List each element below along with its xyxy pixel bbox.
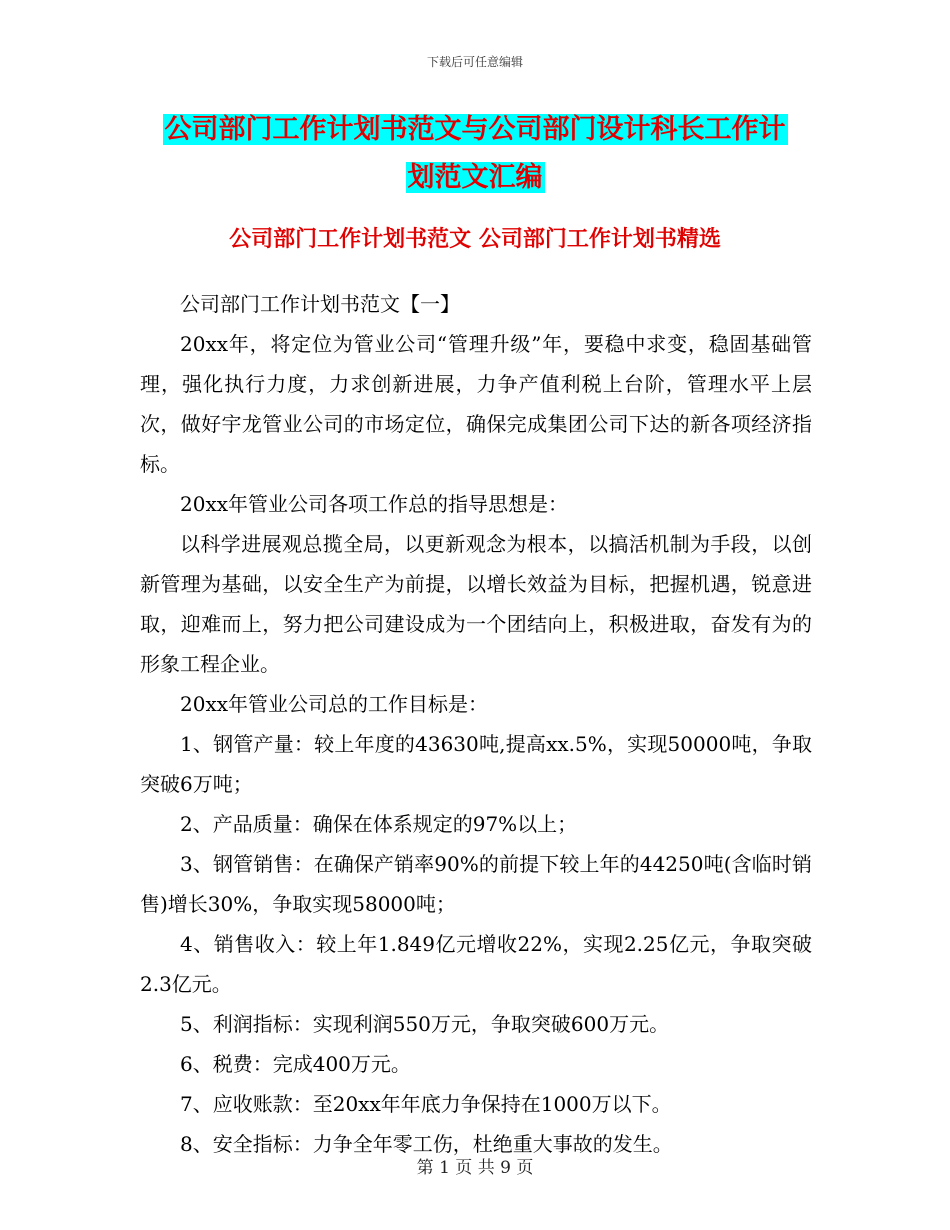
- paragraph: 20xx年管业公司各项工作总的指导思想是：: [180, 492, 569, 516]
- paragraph: 公司部门工作计划书范文【一】: [180, 292, 460, 316]
- paragraph: 7、应收账款：至20xx年年底力争保持在1000万以下。: [180, 1092, 672, 1116]
- paragraph: 1、钢管产量：较上年度的43630吨,提高xx.5%，实现50000吨，争取突破6万吨；: [140, 732, 812, 796]
- section-title: 公司部门工作计划书范文 公司部门工作计划书精选: [229, 227, 721, 252]
- paragraph: 4、销售收入：较上年1.849亿元增收22%，实现2.25亿元，争取突破2.3亿元。: [140, 932, 812, 996]
- paragraph: 以科学进展观总揽全局，以更新观念为根本，以搞活机制为手段，以创新管理为基础，以安全生产为前提，以增长效益为目标，把握机遇，锐意进取，迎难而上，努力把公司建设成为一个团结向上，积极进取，奋发有为的形象工程企业。: [140, 532, 812, 676]
- header-note: 下载后可任意编辑: [426, 55, 523, 69]
- paragraph: 5、利润指标：实现利润550万元，争取突破600万元。: [180, 1012, 670, 1036]
- paragraph: 2、产品质量：确保在体系规定的97%以上；: [180, 812, 578, 836]
- document-title-line-1: 公司部门工作计划书范文与公司部门设计科长工作计: [164, 114, 786, 145]
- paragraph: 8、安全指标：力争全年零工伤，杜绝重大事故的发生。: [180, 1132, 673, 1156]
- page-footer: 第 1 页 共 9 页: [416, 1158, 534, 1178]
- document-title-line-2: 划范文汇编: [407, 162, 543, 193]
- document-title: [140, 106, 810, 202]
- paragraph: 20xx年，将定位为管业公司“管理升级”年，要稳中求变，稳固基础管理，强化执行力度，力求创新进展，力争产值利税上台阶，管理水平上层次，做好宇龙管业公司的市场定位，确保完成集团公司下达的新各项经济指标。: [140, 332, 812, 476]
- document-body: [140, 284, 812, 1164]
- paragraph: 6、税费：完成400万元。: [180, 1052, 411, 1076]
- paragraph: 3、钢管销售：在确保产销率90%的前提下较上年的44250吨(含临时销售)增长30%，争取实现58000吨；: [140, 852, 812, 916]
- paragraph: 20xx年管业公司总的工作目标是：: [180, 692, 489, 716]
